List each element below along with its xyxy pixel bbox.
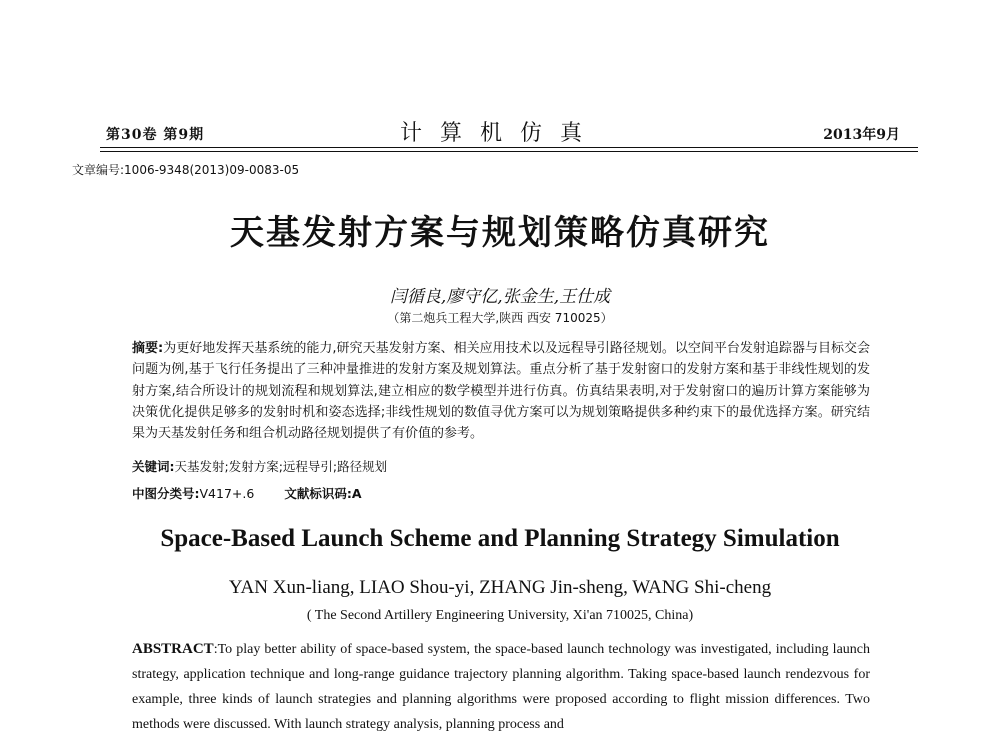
volume-issue: 第30卷 第9期	[106, 127, 205, 143]
keywords-cn-text: 天基发射;发射方案;远程导引;路径规划	[174, 459, 388, 474]
journal-name: 计算机仿真	[399, 121, 600, 146]
header-rule-thick	[100, 147, 918, 148]
doc-code-label: 文献标识码:	[284, 486, 352, 501]
abstract-en-label: ABSTRACT	[132, 641, 214, 657]
clc-value: V417+.6	[199, 486, 255, 501]
article-number: 文章编号:1006-9348(2013)09-0083-05	[72, 163, 300, 177]
authors-cn: 闫循良,廖守亿,张金生,王仕成	[389, 287, 611, 307]
paper-title-en: Space-Based Launch Scheme and Planning Strategy Simulation	[160, 525, 840, 552]
authors-en: YAN Xun-liang, LIAO Shou-yi, ZHANG Jin-sheng, WANG Shi-cheng	[228, 577, 772, 598]
abstract-cn	[132, 338, 870, 444]
keywords-cn-label: 关键词:	[132, 459, 175, 474]
affiliation-en: ( The Second Artillery Engineering University, Xi'an 710025, China)	[306, 608, 694, 623]
header-rule-thin	[100, 151, 918, 152]
abstract-cn-text: 为更好地发挥天基系统的能力,研究天基发射方案、相关应用技术以及远程导引路径规划。以空间平台发射追踪器与目标交会问题为例,基于飞行任务提出了三种冲量推进的发射方案及规划算法。重点分析了基于发射窗口的发射方案和基于非线性规划的发射方案,结合所设计的规划流程和规划算法,建立相应的数学模型并进行仿真。仿真结果表明,对于发射窗口的遍历计算方案能够为决策优化提供足够多的发射时机和姿态选择;非线性规划的数值寻优方案可以为规划策略提供多种约束下的最优选择方案。研究结果为天基发射任务和组合机动路径规划提供了有价值的参考。	[132, 341, 871, 442]
doc-code-value: A	[351, 486, 362, 501]
clc-label: 中图分类号:	[132, 486, 200, 501]
paper-title-cn: 天基发射方案与规划策略仿真研究	[230, 213, 770, 253]
abstract-en-text: :To play better ability of space-based system, the space-based launch technology was investigated, including launch strategy, application technique and long-range guidance trajectory planning algorithm. Taking space-based launch rendezvous for example, three kinds of launch strategies and planning algorithms were proposed according to flight mission differences. Two methods were discussed. With launch strategy analysis, planning process and	[132, 642, 870, 732]
keywords-cn	[132, 457, 387, 475]
affiliation-cn: （第二炮兵工程大学,陕西 西安 710025）	[387, 311, 613, 325]
classification-line	[132, 484, 362, 502]
abstract-cn-label: 摘要:	[132, 341, 164, 356]
abstract-en	[132, 637, 870, 737]
publication-date: 2013年9月	[823, 127, 900, 143]
